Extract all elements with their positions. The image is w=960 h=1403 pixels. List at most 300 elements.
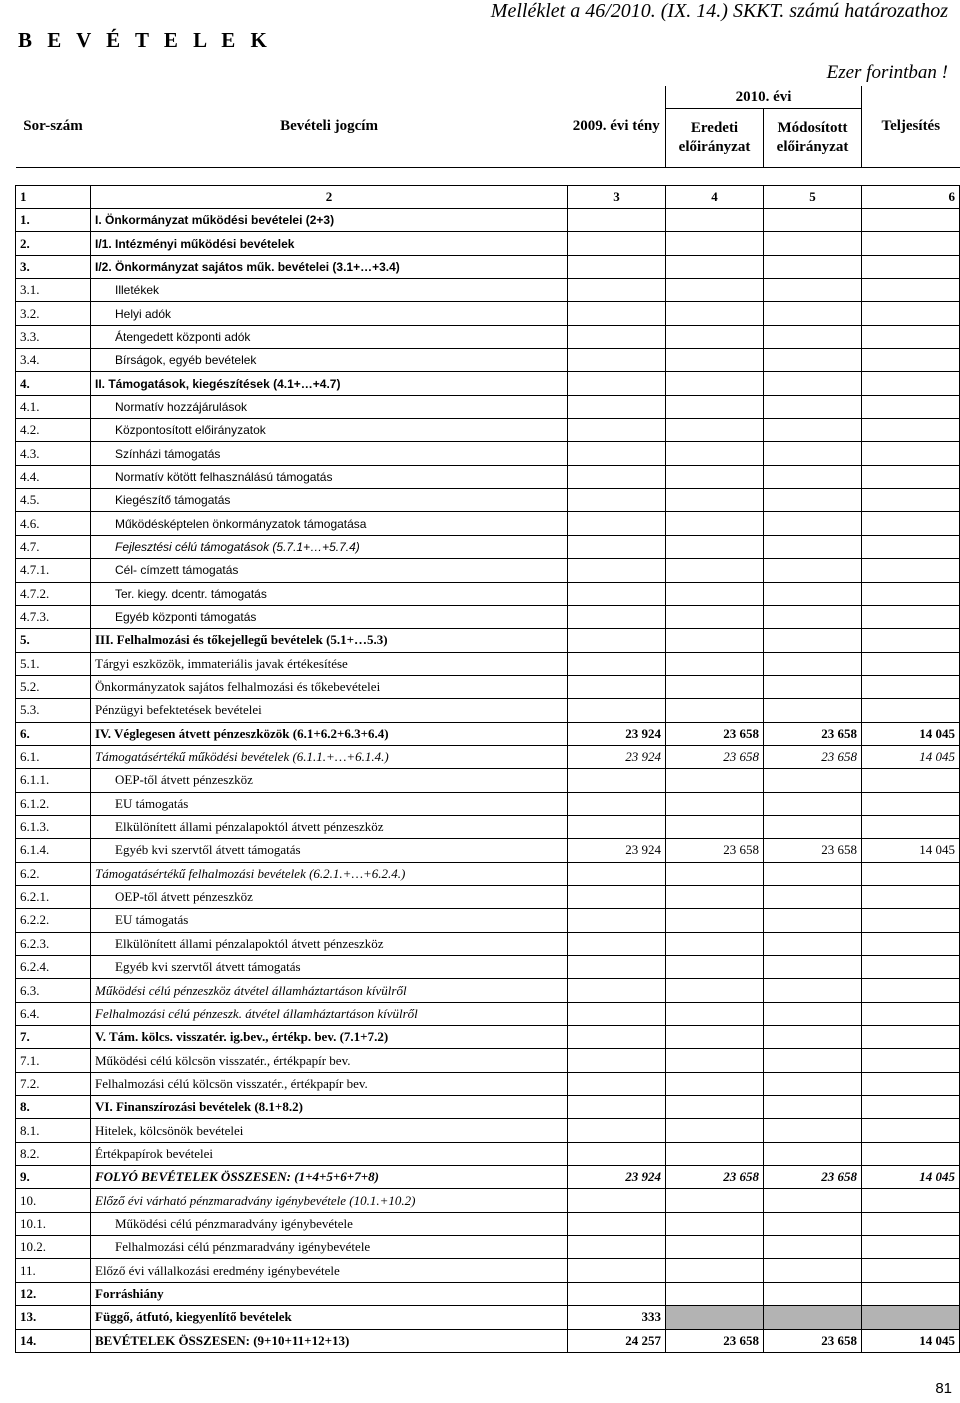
value-2009	[568, 1259, 666, 1282]
value-teljesites	[862, 325, 960, 348]
value-teljesites: 14 045	[862, 722, 960, 745]
col-header-2010: 2010. évi	[666, 86, 862, 109]
value-modositott	[764, 209, 862, 232]
header-spacer	[16, 168, 960, 186]
row-title: Egyéb kvi szervtől átvett támogatás	[91, 839, 568, 862]
row-number: 4.7.3.	[16, 605, 91, 628]
row-number: 2.	[16, 232, 91, 255]
table-row	[16, 1189, 960, 1212]
value-teljesites	[862, 1259, 960, 1282]
value-2009	[568, 605, 666, 628]
table-row	[16, 232, 960, 255]
row-title: Értékpapírok bevételei	[91, 1142, 568, 1165]
value-modositott	[764, 1072, 862, 1095]
value-modositott	[764, 909, 862, 932]
table-row	[16, 1142, 960, 1165]
value-modositott	[764, 675, 862, 698]
row-number: 6.1.1.	[16, 769, 91, 792]
value-teljesites	[862, 512, 960, 535]
row-number: 6.2.4.	[16, 956, 91, 979]
value-2009	[568, 582, 666, 605]
row-title: Normatív kötött felhasználású támogatás	[91, 465, 568, 488]
revenue-table	[15, 86, 960, 1353]
value-2009	[568, 675, 666, 698]
value-teljesites	[862, 605, 960, 628]
row-number: 9.	[16, 1166, 91, 1189]
table-row	[16, 605, 960, 628]
unit-note: Ezer forintban !	[826, 62, 948, 83]
value-2009	[568, 1119, 666, 1142]
value-2009	[568, 1049, 666, 1072]
value-2009	[568, 395, 666, 418]
value-2009	[568, 862, 666, 885]
value-2009	[568, 325, 666, 348]
value-modositott	[764, 349, 862, 372]
col-header-modositott: Módosított előirányzat	[764, 109, 862, 168]
table-row	[16, 512, 960, 535]
value-eredeti	[666, 512, 764, 535]
value-2009	[568, 489, 666, 512]
table-row	[16, 1166, 960, 1189]
row-number: 14.	[16, 1329, 91, 1352]
value-teljesites	[862, 279, 960, 302]
value-eredeti	[666, 465, 764, 488]
page-number: 81	[935, 1380, 952, 1397]
value-teljesites	[862, 792, 960, 815]
value-eredeti	[666, 1306, 764, 1329]
row-title: EU támogatás	[91, 909, 568, 932]
col-header-teljesites: Teljesítés	[881, 118, 941, 134]
value-2009	[568, 349, 666, 372]
value-eredeti	[666, 232, 764, 255]
value-eredeti	[666, 1119, 764, 1142]
value-modositott: 23 658	[764, 1166, 862, 1189]
table-row	[16, 745, 960, 768]
row-title: Felhalmozási célú kölcsön visszatér., értékpapír bev.	[91, 1072, 568, 1095]
value-eredeti	[666, 1096, 764, 1119]
row-number: 4.1.	[16, 395, 91, 418]
table-row	[16, 979, 960, 1002]
row-title: I/2. Önkormányzat sajátos műk. bevételei (3.1+…+3.4)	[91, 255, 568, 278]
row-title: Egyéb kvi szervtől átvett támogatás	[91, 956, 568, 979]
row-number: 12.	[16, 1282, 91, 1305]
row-number: 7.	[16, 1026, 91, 1049]
row-title: Cél- címzett támogatás	[91, 559, 568, 582]
value-2009: 23 924	[568, 745, 666, 768]
table-row	[16, 1049, 960, 1072]
value-teljesites	[862, 629, 960, 652]
value-teljesites: 14 045	[862, 1166, 960, 1189]
value-2009	[568, 1282, 666, 1305]
value-eredeti	[666, 349, 764, 372]
row-number: 6.1.3.	[16, 815, 91, 838]
row-number: 3.3.	[16, 325, 91, 348]
value-2009: 23 924	[568, 1166, 666, 1189]
value-eredeti	[666, 605, 764, 628]
row-number: 6.	[16, 722, 91, 745]
value-modositott	[764, 629, 862, 652]
value-modositott	[764, 885, 862, 908]
value-eredeti: 23 658	[666, 1166, 764, 1189]
row-title: Színházi támogatás	[91, 442, 568, 465]
value-eredeti	[666, 652, 764, 675]
table-row	[16, 489, 960, 512]
table-row	[16, 535, 960, 558]
row-title: Támogatásértékű működési bevételek (6.1.1.+…+6.1.4.)	[91, 745, 568, 768]
table-row	[16, 769, 960, 792]
value-eredeti	[666, 395, 764, 418]
value-eredeti	[666, 255, 764, 278]
value-modositott	[764, 302, 862, 325]
value-teljesites	[862, 1072, 960, 1095]
table-row	[16, 792, 960, 815]
value-eredeti	[666, 1072, 764, 1095]
row-title: II. Támogatások, kiegészítések (4.1+…+4.7)	[91, 372, 568, 395]
table-row	[16, 1096, 960, 1119]
value-modositott	[764, 255, 862, 278]
value-2009	[568, 699, 666, 722]
value-eredeti	[666, 209, 764, 232]
value-eredeti	[666, 442, 764, 465]
value-modositott	[764, 979, 862, 1002]
value-2009	[568, 792, 666, 815]
table-row	[16, 1329, 960, 1352]
row-title: Előző évi vállalkozási eredmény igénybevétele	[91, 1259, 568, 1282]
row-title: Pénzügyi befektetések bevételei	[91, 699, 568, 722]
value-modositott: 23 658	[764, 745, 862, 768]
row-number: 3.2.	[16, 302, 91, 325]
row-title: Működésképtelen önkormányzatok támogatása	[91, 512, 568, 535]
row-number: 10.	[16, 1189, 91, 1212]
row-number: 5.1.	[16, 652, 91, 675]
row-title: Ter. kiegy. dcentr. támogatás	[91, 582, 568, 605]
value-eredeti	[666, 1002, 764, 1025]
value-2009	[568, 1142, 666, 1165]
row-title: EU támogatás	[91, 792, 568, 815]
value-2009	[568, 979, 666, 1002]
table-row	[16, 395, 960, 418]
value-teljesites	[862, 582, 960, 605]
value-2009	[568, 372, 666, 395]
value-modositott	[764, 232, 862, 255]
col-header-jogcim: Bevételi jogcím	[280, 118, 378, 134]
value-modositott: 23 658	[764, 1329, 862, 1352]
row-title: I/1. Intézményi működési bevételek	[91, 232, 568, 255]
value-eredeti	[666, 1049, 764, 1072]
table-row	[16, 372, 960, 395]
row-title: BEVÉTELEK ÖSSZESEN: (9+10+11+12+13)	[91, 1329, 568, 1352]
value-teljesites	[862, 419, 960, 442]
index-cell: 3	[568, 186, 666, 209]
value-teljesites	[862, 395, 960, 418]
value-teljesites	[862, 932, 960, 955]
value-eredeti	[666, 909, 764, 932]
row-title: IV. Véglegesen átvett pénzeszközök (6.1+6.2+6.3+6.4)	[91, 722, 568, 745]
row-title: Fejlesztési célú támogatások (5.7.1+…+5.7.4)	[91, 535, 568, 558]
value-modositott	[764, 605, 862, 628]
value-2009	[568, 1072, 666, 1095]
value-eredeti	[666, 1142, 764, 1165]
row-title: Helyi adók	[91, 302, 568, 325]
table-row	[16, 909, 960, 932]
value-modositott	[764, 1049, 862, 1072]
value-eredeti	[666, 1236, 764, 1259]
table-row	[16, 956, 960, 979]
table-row	[16, 885, 960, 908]
table-row	[16, 559, 960, 582]
value-2009	[568, 232, 666, 255]
table-row	[16, 1002, 960, 1025]
row-number: 6.2.3.	[16, 932, 91, 955]
value-2009	[568, 885, 666, 908]
value-modositott	[764, 1259, 862, 1282]
value-2009: 23 924	[568, 839, 666, 862]
value-teljesites	[862, 699, 960, 722]
row-number: 8.1.	[16, 1119, 91, 1142]
page-title: B E V É T E L E K	[18, 28, 272, 52]
row-title: Átengedett központi adók	[91, 325, 568, 348]
value-2009	[568, 1026, 666, 1049]
value-eredeti	[666, 1026, 764, 1049]
value-2009	[568, 815, 666, 838]
value-eredeti: 23 658	[666, 1329, 764, 1352]
row-title: Normatív hozzájárulások	[91, 395, 568, 418]
value-2009	[568, 419, 666, 442]
value-teljesites	[862, 1096, 960, 1119]
value-modositott: 23 658	[764, 722, 862, 745]
value-2009	[568, 652, 666, 675]
row-number: 1.	[16, 209, 91, 232]
row-title: Elkülönített állami pénzalapoktól átvett pénzeszköz	[91, 815, 568, 838]
value-modositott	[764, 1189, 862, 1212]
table-row	[16, 629, 960, 652]
value-2009: 333	[568, 1306, 666, 1329]
row-number: 13.	[16, 1306, 91, 1329]
value-teljesites	[862, 1049, 960, 1072]
value-teljesites	[862, 1142, 960, 1165]
value-eredeti	[666, 956, 764, 979]
value-teljesites	[862, 979, 960, 1002]
value-eredeti	[666, 582, 764, 605]
value-modositott	[764, 652, 862, 675]
row-title: Forráshiány	[91, 1282, 568, 1305]
col-header-2009: 2009. évi tény	[572, 118, 660, 134]
value-eredeti	[666, 1189, 764, 1212]
value-teljesites	[862, 1026, 960, 1049]
value-2009: 23 924	[568, 722, 666, 745]
value-teljesites	[862, 209, 960, 232]
value-modositott	[764, 325, 862, 348]
value-eredeti: 23 658	[666, 722, 764, 745]
row-title: Kiegészítő támogatás	[91, 489, 568, 512]
value-teljesites: 14 045	[862, 745, 960, 768]
value-modositott	[764, 769, 862, 792]
row-number: 3.4.	[16, 349, 91, 372]
value-teljesites	[862, 1002, 960, 1025]
row-title: Hitelek, kölcsönök bevételei	[91, 1119, 568, 1142]
value-teljesites	[862, 1236, 960, 1259]
value-eredeti	[666, 325, 764, 348]
value-modositott	[764, 419, 862, 442]
value-modositott	[764, 1236, 862, 1259]
table-row	[16, 349, 960, 372]
row-number: 7.1.	[16, 1049, 91, 1072]
row-number: 4.	[16, 372, 91, 395]
value-eredeti: 23 658	[666, 839, 764, 862]
row-title: Működési célú pénzeszköz átvétel államháztartáson kívülről	[91, 979, 568, 1002]
value-modositott	[764, 395, 862, 418]
value-teljesites	[862, 349, 960, 372]
value-modositott	[764, 956, 862, 979]
value-teljesites	[862, 559, 960, 582]
column-index-row	[16, 186, 960, 209]
table-row	[16, 582, 960, 605]
row-title: Felhalmozási célú pénzmaradvány igénybevétele	[91, 1236, 568, 1259]
value-teljesites	[862, 302, 960, 325]
row-title: Egyéb központi támogatás	[91, 605, 568, 628]
value-2009	[568, 1096, 666, 1119]
table-row	[16, 279, 960, 302]
value-eredeti	[666, 535, 764, 558]
col-header-eredeti: Eredeti előirányzat	[666, 109, 764, 168]
index-cell: 2	[91, 186, 568, 209]
value-2009	[568, 1212, 666, 1235]
value-teljesites	[862, 652, 960, 675]
value-eredeti	[666, 372, 764, 395]
value-modositott: 23 658	[764, 839, 862, 862]
row-number: 4.6.	[16, 512, 91, 535]
value-2009	[568, 302, 666, 325]
value-teljesites: 14 045	[862, 1329, 960, 1352]
value-teljesites	[862, 372, 960, 395]
table-row	[16, 419, 960, 442]
value-modositott	[764, 1142, 862, 1165]
value-teljesites	[862, 956, 960, 979]
value-eredeti	[666, 769, 764, 792]
table-row	[16, 1236, 960, 1259]
table-row	[16, 1212, 960, 1235]
value-modositott	[764, 489, 862, 512]
table-row	[16, 652, 960, 675]
table-row	[16, 325, 960, 348]
row-title: Működési célú pénzmaradvány igénybevétele	[91, 1212, 568, 1235]
value-teljesites	[862, 1119, 960, 1142]
table-row	[16, 302, 960, 325]
value-eredeti	[666, 815, 764, 838]
table-row	[16, 675, 960, 698]
value-2009	[568, 629, 666, 652]
row-title: OEP-től átvett pénzeszköz	[91, 885, 568, 908]
value-modositott	[764, 932, 862, 955]
value-eredeti	[666, 885, 764, 908]
annex-title: Melléklet a 46/2010. (IX. 14.) SKKT. számú határozathoz	[490, 0, 948, 22]
value-teljesites	[862, 909, 960, 932]
value-teljesites	[862, 255, 960, 278]
value-eredeti	[666, 979, 764, 1002]
value-eredeti	[666, 279, 764, 302]
value-eredeti: 23 658	[666, 745, 764, 768]
value-teljesites	[862, 465, 960, 488]
table-row	[16, 442, 960, 465]
index-cell: 4	[666, 186, 764, 209]
table-row	[16, 1072, 960, 1095]
table-row	[16, 699, 960, 722]
value-teljesites	[862, 1282, 960, 1305]
row-title: Illetékek	[91, 279, 568, 302]
value-teljesites	[862, 489, 960, 512]
value-modositott	[764, 279, 862, 302]
row-number: 3.	[16, 255, 91, 278]
value-teljesites	[862, 442, 960, 465]
row-title: Függő, átfutó, kiegyenlítő bevételek	[91, 1306, 568, 1329]
table-row	[16, 465, 960, 488]
value-eredeti	[666, 699, 764, 722]
table-body	[16, 209, 960, 1353]
value-modositott	[764, 1306, 862, 1329]
row-title: Elkülönített állami pénzalapoktól átvett pénzeszköz	[91, 932, 568, 955]
row-number: 5.3.	[16, 699, 91, 722]
value-eredeti	[666, 675, 764, 698]
value-teljesites	[862, 232, 960, 255]
value-2009	[568, 1236, 666, 1259]
value-modositott	[764, 1002, 862, 1025]
table-row	[16, 932, 960, 955]
value-modositott	[764, 442, 862, 465]
value-modositott	[764, 559, 862, 582]
row-number: 6.1.4.	[16, 839, 91, 862]
row-number: 6.3.	[16, 979, 91, 1002]
value-modositott	[764, 1212, 862, 1235]
value-modositott	[764, 465, 862, 488]
row-title: Központosított előirányzatok	[91, 419, 568, 442]
value-teljesites	[862, 1189, 960, 1212]
value-modositott	[764, 1282, 862, 1305]
table-row	[16, 1119, 960, 1142]
value-teljesites: 14 045	[862, 839, 960, 862]
value-eredeti	[666, 1212, 764, 1235]
col-header-sorszam: Sor-szám	[23, 118, 83, 134]
row-title: Működési célú kölcsön visszatér., értékpapír bev.	[91, 1049, 568, 1072]
value-eredeti	[666, 792, 764, 815]
row-number: 6.4.	[16, 1002, 91, 1025]
row-number: 8.2.	[16, 1142, 91, 1165]
row-number: 4.3.	[16, 442, 91, 465]
index-cell: 5	[764, 186, 862, 209]
table-row	[16, 1026, 960, 1049]
value-modositott	[764, 372, 862, 395]
row-title: FOLYÓ BEVÉTELEK ÖSSZESEN: (1+4+5+6+7+8)	[91, 1166, 568, 1189]
index-cell: 6	[862, 186, 960, 209]
row-number: 7.2.	[16, 1072, 91, 1095]
value-modositott	[764, 512, 862, 535]
table-row	[16, 722, 960, 745]
row-title: Bírságok, egyéb bevételek	[91, 349, 568, 372]
table-row	[16, 1282, 960, 1305]
table-row	[16, 815, 960, 838]
value-2009	[568, 255, 666, 278]
value-teljesites	[862, 862, 960, 885]
row-number: 4.7.1.	[16, 559, 91, 582]
value-eredeti	[666, 419, 764, 442]
value-teljesites	[862, 1306, 960, 1329]
value-eredeti	[666, 932, 764, 955]
value-2009	[568, 442, 666, 465]
value-2009: 24 257	[568, 1329, 666, 1352]
row-number: 8.	[16, 1096, 91, 1119]
value-modositott	[764, 1096, 862, 1119]
row-number: 6.2.1.	[16, 885, 91, 908]
value-eredeti	[666, 489, 764, 512]
